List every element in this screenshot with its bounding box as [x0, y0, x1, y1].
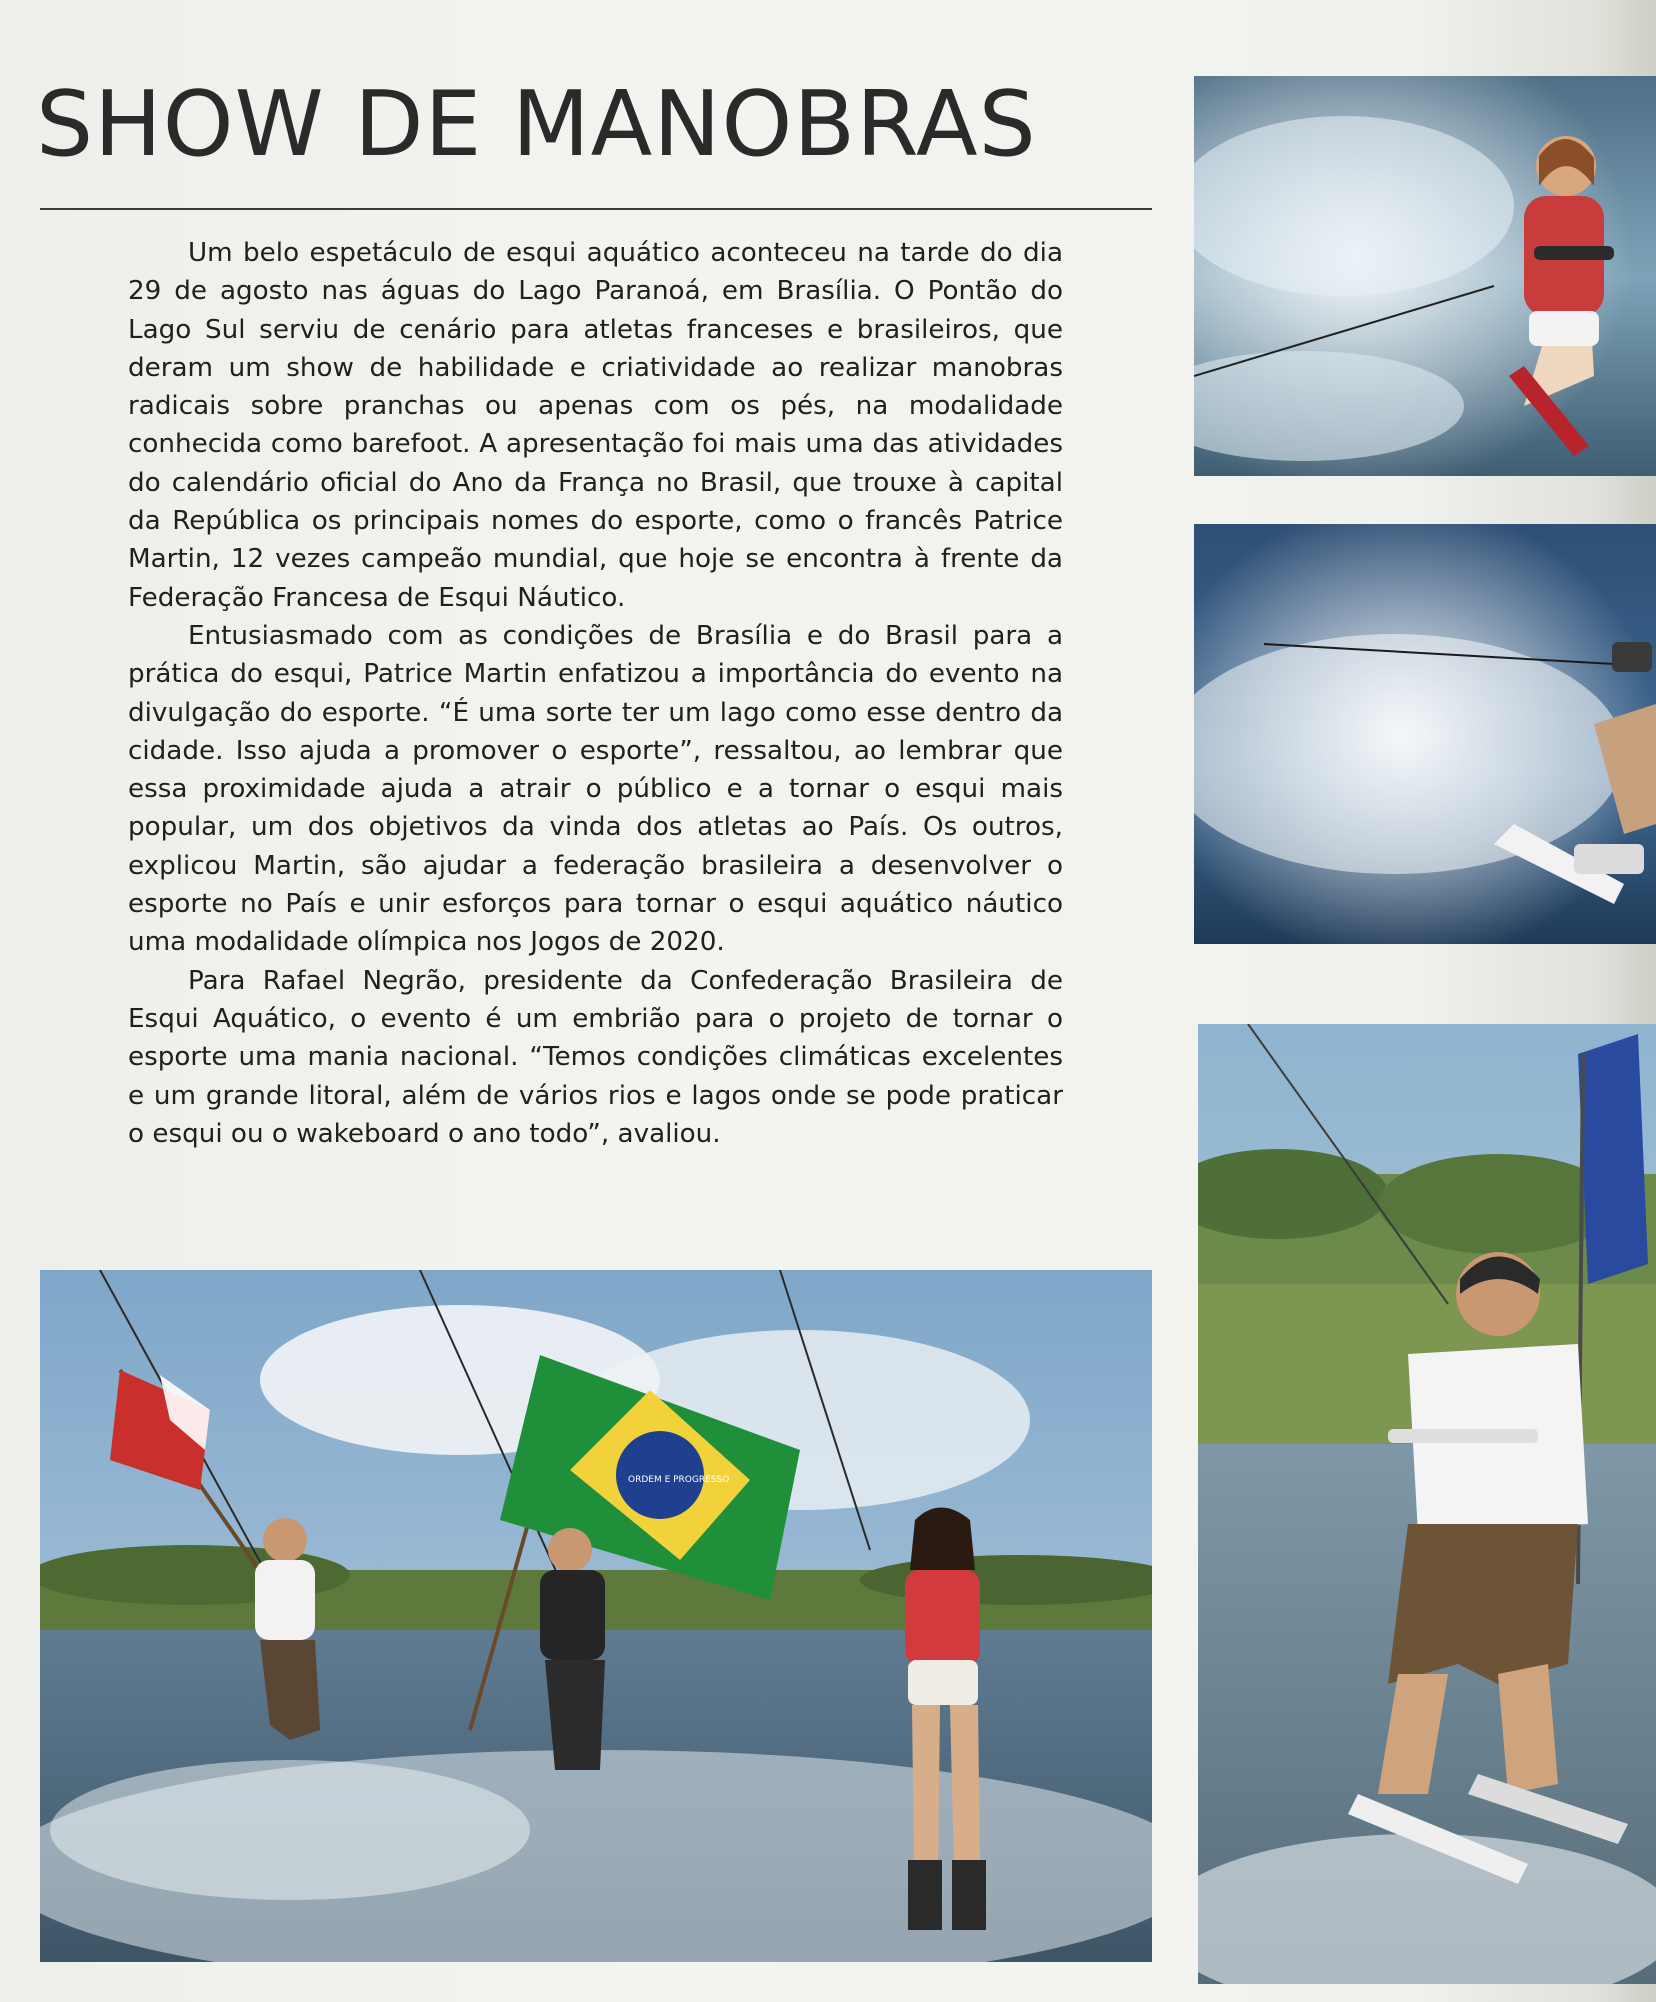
paragraph-2: Entusiasmado com as condições de Brasília e do Brasil para a prática do esqui, Patrice Martin enfatizou a importância do evento na divulgação do esporte. “É uma sorte ter um lago como esse dentro da cidade. Isso ajuda a promover o esporte”, ressaltou, ao lembrar que essa proximidade ajuda a atrair o público e a tornar o esqui mais popular, um dos objetivos da vinda dos atletas ao País. Os outros, explicou Martin, são ajudar a federação brasileira a desenvolver o esporte no País e unir esforços para tornar o esqui aquático náutico uma modalidade olímpica nos Jogos de 2020. — [128, 620, 1063, 958]
paragraph-3: Para Rafael Negrão, presidente da Confederação Brasileira de Esqui Aquático, o evento é um embrião para o projeto de tornar o esporte uma mania nacional. “Temos condições climáticas excelentes e um grande litoral, além de vários rios e lagos onde se pode praticar o esqui ou o wakeboard o ano todo”, avaliou. — [128, 965, 1063, 1149]
photo-skiers-with-flags — [40, 1270, 1152, 1962]
article-body — [128, 234, 1063, 1153]
photo-woman-water-skier — [1194, 76, 1656, 476]
photo-wakeboarder-spray — [1194, 524, 1656, 944]
photo-wakeboarder-flag — [1198, 1024, 1656, 1984]
flag-motto: ORDEM E PROGRESSO — [628, 1475, 730, 1485]
paragraph-1: Um belo espetáculo de esqui aquático aconteceu na tarde do dia 29 de agosto nas águas do Lago Paranoá, em Brasília. O Pontão do Lago Sul serviu de cenário para atletas franceses e brasileiros, que deram um show de habilidade e criatividade ao realizar manobras radicais sobre pranchas ou apenas com os pés, na modalidade conhecida como barefoot. A apresentação foi mais uma das atividades do calendário oficial do Ano da França no Brasil, que trouxe à capital da República os principais nomes do esporte, como o francês Patrice Martin, 12 vezes campeão mundial, que hoje se encontra à frente da Federação Francesa de Esqui Náutico. — [128, 238, 1063, 613]
headline-rule — [40, 208, 1152, 210]
headline: SHOW DE MANOBRAS — [36, 72, 1037, 177]
